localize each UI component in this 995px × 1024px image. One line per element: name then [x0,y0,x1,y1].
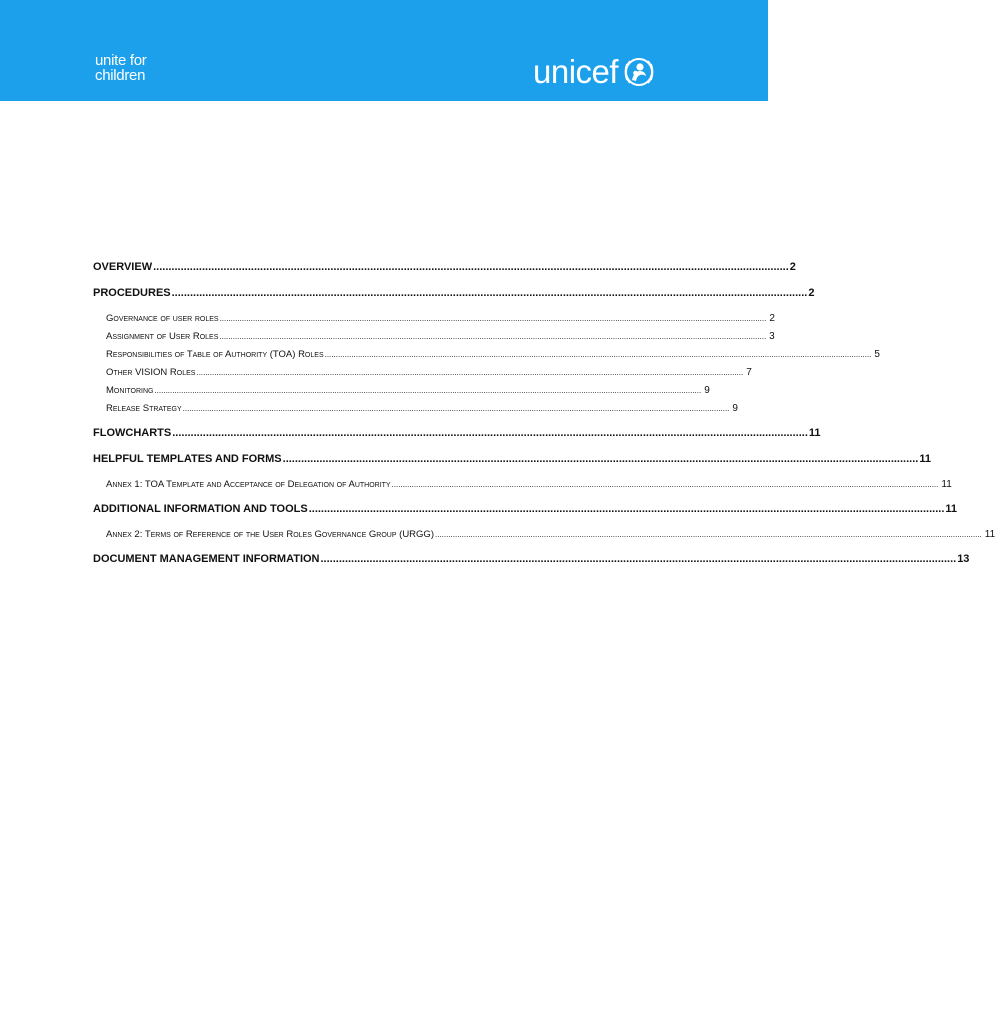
tagline [95,53,147,83]
toc-page: 13 [957,553,970,565]
toc-leader: ...................................................................................................................................................................................................................................................... [324,350,872,359]
toc-title: OVERVIEW [93,261,153,273]
toc-title: DOCUMENT MANAGEMENT INFORMATION [93,553,320,565]
toc-leader: ...................................................................................................................................................................................................................................................... [182,404,730,413]
toc-leader: ................................................................................................................................................................................................................ [172,427,808,439]
toc-title: FLOWCHARTS [93,427,172,439]
toc-entry-governance-of-user-roles[interactable] [93,310,775,328]
toc-title: Annex 2: Terms of Reference of the User Roles Governance Group (URGG) [106,529,434,540]
toc-entry-additional-information[interactable] [93,500,958,526]
toc-entry-annex-1[interactable] [93,476,952,494]
tagline-line-2: children [95,67,146,84]
toc-title: Annex 1: TOA Template and Acceptance of Delegation of Authority [106,479,391,490]
toc-page: 11 [984,529,995,540]
toc-page: 2 [808,287,815,299]
unicef-logo [533,52,657,92]
table-of-contents [93,258,995,576]
toc-page: 11 [919,453,931,465]
toc-leader: ................................................................................................................................................................................................................ [171,287,808,299]
toc-title: ADDITIONAL INFORMATION AND TOOLS [93,503,308,515]
toc-leader: ................................................................................................................................................................................................................ [153,261,789,273]
toc-entry-annex-2[interactable] [93,526,995,544]
toc-entry-other-vision-roles[interactable] [93,364,752,382]
toc-leader: ...................................................................................................................................................................................................................................................... [219,314,767,323]
toc-entry-flowcharts[interactable] [93,424,821,450]
toc-entry-release-strategy[interactable] [93,400,738,418]
toc-title: Responsibilities of Table of Authority (TOA) Roles [106,349,324,360]
toc-title: Other VISION Roles [106,367,196,378]
toc-page: 2 [789,261,796,273]
toc-page: 11 [808,427,821,439]
toc-leader: ...................................................................................................................................................................................................................................................... [391,480,939,489]
toc-leader: ................................................................................................................................................................................................................ [308,503,945,515]
toc-leader: ................................................................................................................................................................................................................ [282,453,919,465]
toc-leader: ...................................................................................................................................................................................................................................................... [434,530,982,539]
toc-leader: ...................................................................................................................................................................................................................................................... [219,332,767,341]
toc-page: 9 [704,385,710,396]
toc-page: 11 [945,503,958,515]
unicef-emblem-icon [621,54,657,90]
toc-entry-monitoring[interactable] [93,382,710,400]
toc-page: 5 [874,349,880,360]
toc-title: Governance of user roles [106,313,219,324]
toc-page: 9 [732,403,738,414]
toc-title: Assignment of User Roles [106,331,219,342]
tagline-line-1: unite for [95,52,147,69]
toc-entry-assignment-of-user-roles[interactable] [93,328,775,346]
toc-page: 7 [746,367,752,378]
toc-entry-helpful-templates[interactable] [93,450,931,476]
toc-entry-procedures[interactable] [93,284,815,310]
toc-title: HELPFUL TEMPLATES AND FORMS [93,453,282,465]
toc-page: 3 [769,331,775,342]
toc-title: PROCEDURES [93,287,171,299]
toc-leader: ...................................................................................................................................................................................................................................................... [196,368,744,377]
logo-wordmark: unicef [533,53,619,90]
toc-title: Monitoring [106,385,154,396]
toc-page: 2 [769,313,775,324]
toc-leader: ...................................................................................................................................................................................................................................................... [154,386,702,395]
toc-entry-overview[interactable] [93,258,796,284]
toc-entry-document-management[interactable] [93,550,970,576]
toc-leader: ................................................................................................................................................................................................................ [320,553,957,565]
toc-title: Release Strategy [106,403,182,414]
toc-page: 11 [941,479,952,490]
header-banner [0,0,768,101]
toc-entry-toa-responsibilities[interactable] [93,346,880,364]
